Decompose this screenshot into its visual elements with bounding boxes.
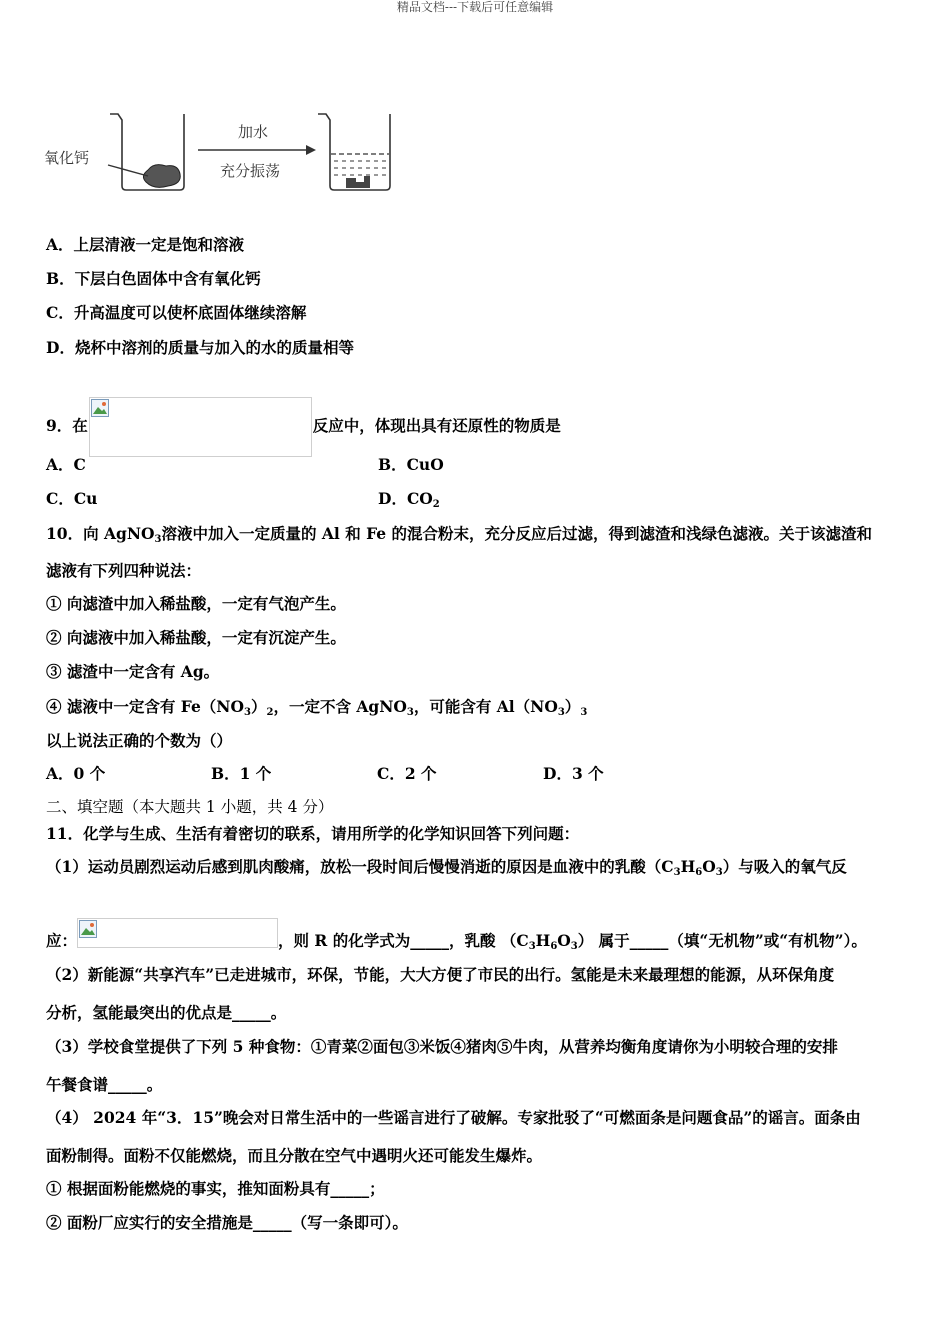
q11-equation-image: [77, 918, 278, 948]
q9-equation-image: [89, 397, 312, 457]
q11-part3-line2: 午餐食谱_____。: [46, 1075, 163, 1094]
q9-option-d: [378, 489, 440, 509]
q10-option-c: C．2 个: [377, 764, 437, 783]
q11-part4-sub1: ① 根据面粉能燃烧的事实，推知面粉具有_____；: [46, 1179, 385, 1198]
q11-text: 应：: [46, 931, 78, 950]
subscript: 6: [695, 867, 703, 878]
q9-option-c: C．Cu: [46, 489, 98, 508]
q9-option-d-text: D．CO: [378, 489, 433, 508]
broken-image-icon: [91, 399, 109, 417]
q10-statement-2: ② 向滤液中加入稀盐酸，一定有沉淀产生。: [46, 628, 346, 647]
q11-text: H: [535, 931, 551, 950]
subscript: 6: [550, 941, 558, 952]
q10-text: ）: [250, 697, 267, 716]
arrow-label-top: 加水: [238, 123, 269, 141]
q11-part3-line1: （3）学校食堂提供了下列 5 种食物：①青菜②面包③米饭④猪肉⑤牛肉，从营养均衡角度请你为小明较合理的安排: [46, 1037, 838, 1056]
subscript: 3: [154, 534, 162, 545]
q11-part4-sub2: ② 面粉厂应实行的安全措施是_____（写一条即可）。: [46, 1213, 408, 1232]
q11-text: O: [702, 857, 716, 876]
q10-statement-3: ③ 滤渣中一定含有 Ag。: [46, 662, 220, 681]
q11-text: （1）运动员剧烈运动后感到肌肉酸痛，放松一段时间后慢慢消逝的原因是血液中的乳酸（C: [46, 857, 674, 876]
q10-statement-4: [46, 697, 587, 717]
q11-part1-line1: [46, 857, 847, 877]
q11-text: ）与吸入的氧气反: [722, 857, 847, 876]
subscript: 3: [580, 707, 588, 718]
subscript: 2: [432, 499, 440, 510]
arrow-label-bottom: 充分振荡: [220, 162, 281, 180]
q10-question: 以上说法正确的个数为（）: [46, 731, 233, 750]
subscript: 3: [715, 867, 723, 878]
subscript: 3: [673, 867, 681, 878]
q9-stem-pre: 9．在: [46, 416, 88, 435]
q11-part2-line1: （2）新能源“共享汽车”已走进城市，环保，节能，大大方便了市民的出行。氢能是未来最理想的能源，从环保角度: [46, 965, 835, 984]
left-beaker: [108, 114, 184, 190]
q11-part4-line2: 面粉制得。面粉不仅能燃烧，而且分散在空气中遇明火还可能发生爆炸。: [46, 1146, 543, 1165]
q10-stem-line1: [46, 524, 872, 544]
beaker-diagram: [44, 106, 404, 196]
q8-option-c: C．升高温度可以使杯底固体继续溶解: [46, 303, 307, 322]
q9-stem-post: 反应中，体现出具有还原性的物质是: [312, 416, 561, 435]
page-header: 精品文档---下载后可任意编辑: [396, 0, 554, 14]
q10-option-a: A．0 个: [46, 764, 106, 783]
q11-text: H: [680, 857, 696, 876]
q11-text: O: [557, 931, 571, 950]
right-beaker: [318, 114, 390, 190]
q11-part2-line2: 分析，氢能最突出的优点是_____。: [46, 1003, 287, 1022]
q10-text: ，可能含有 Al（NO: [413, 697, 558, 716]
q10-text: ）: [564, 697, 581, 716]
subscript: 3: [528, 941, 536, 952]
q11-intro: 11．化学与生成、生活有着密切的联系，请用所学的化学知识回答下列问题：: [46, 824, 580, 843]
q9-stem: [46, 397, 561, 457]
q8-option-a: A．上层清液一定是饱和溶液: [46, 235, 245, 254]
reaction-arrow: [198, 145, 316, 155]
subscript: 3: [557, 707, 565, 718]
figure-label-cao: 氧化钙: [44, 149, 90, 167]
q8-option-d: D．烧杯中溶剂的质量与加入的水的质量相等: [46, 338, 354, 357]
subscript: 2: [266, 707, 274, 718]
q11-text: ） 属于_____（填“无机物”或“有机物”）。: [577, 931, 867, 950]
q8-option-b: B．下层白色固体中含有氧化钙: [46, 269, 261, 288]
q10-text: 10．向 AgNO: [46, 524, 155, 543]
q10-option-b: B．1 个: [211, 764, 272, 783]
q9-option-a: A．C: [46, 455, 86, 474]
q11-text: ，则 R 的化学式为_____，乳酸 （C: [278, 931, 529, 950]
q11-part1-line2: [46, 918, 867, 951]
q10-text: ，一定不含 AgNO: [273, 697, 407, 716]
q11-part4-line1: （4） 2024 年“3．15”晚会对日常生活中的一些谣言进行了破解。专家批驳了“可燃面条是问题食品”的谣言。面条由: [46, 1108, 861, 1127]
q10-text: ④ 滤液中一定含有 Fe（NO: [46, 697, 244, 716]
subscript: 3: [406, 707, 414, 718]
q10-text: 溶液中加入一定质量的 Al 和 Fe 的混合粉末，充分反应后过滤，得到滤渣和浅绿色滤液。关于该滤渣和: [161, 524, 873, 543]
broken-image-icon: [79, 920, 97, 938]
q10-stem-line2: 滤液有下列四种说法：: [46, 561, 202, 580]
q10-statement-1: ① 向滤渣中加入稀盐酸，一定有气泡产生。: [46, 594, 346, 613]
subscript: 3: [243, 707, 251, 718]
subscript: 3: [570, 941, 578, 952]
q9-option-b: B．CuO: [378, 455, 444, 474]
section-heading: 二、填空题（本大题共 1 小题，共 4 分）: [46, 798, 334, 816]
q10-option-d: D．3 个: [543, 764, 604, 783]
